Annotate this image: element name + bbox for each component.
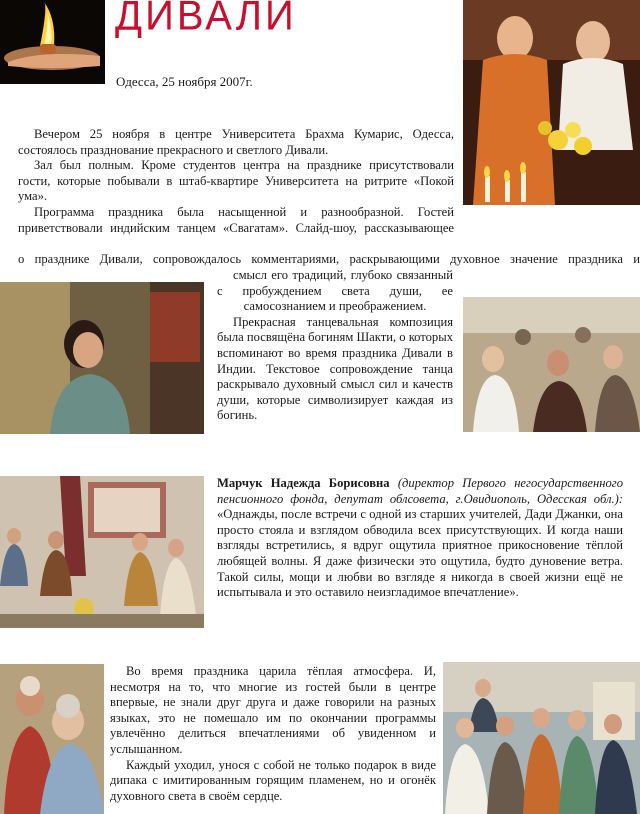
paragraph-program-line1: Программа праздника была насыщенной и разнообразной. Гостей — [34, 204, 454, 219]
paragraph-intro: Вечером 25 ноября в центре Университета Брахма Кумарис, Одесса, состоялось празднование прекрасного и светлого Дивали. — [18, 127, 454, 157]
photo-women-candles — [463, 0, 640, 205]
paragraph-program-line3: о празднике Дивали, сопровождалось комментариями, раскрывающими духовное значение праздника и — [18, 252, 640, 266]
paragraph-farewell: Каждый уходил, унося с собой не только подарок в виде дипака с имитированным горящим пламенем, но и огонёк духовного света в своём сердце. — [110, 757, 436, 803]
diya-lamp-image — [0, 0, 105, 84]
photo-group — [443, 662, 640, 814]
photo-dancers — [0, 476, 204, 628]
paragraph-program-line2: приветствовали индийским танцем «Свагатам». Слайд-шоу, рассказывающее — [18, 220, 454, 235]
dateline: Одесса, 25 ноября 2007г. — [116, 74, 253, 89]
quote-author-role: (директор Первого негосударственного пенсионного фонда, депутат облсовета, г.Овидиополь, Одесская обл.): — [217, 476, 623, 506]
paragraph-hall: Зал был полным. Кроме студентов центра на празднике присутствовали гости, которые побывали в штаб-квартире Университета на ритрите «Покой ума». — [18, 158, 454, 204]
photo-embrace — [0, 664, 104, 814]
paragraph-atmosphere: Во время праздника царила тёплая атмосфера. И, несмотря на то, что многие из гостей были в центре впервые, не знали друг друга и даже говорили на разных языках, это не помешало им по окончании программы увлечённо делиться впечатлениями об увиденном и услышанном. — [110, 664, 436, 756]
photo-audience — [463, 297, 640, 432]
quote-block — [217, 476, 623, 601]
paragraph-program-rest: смысл его традиций, глубоко связанный с пробуждением света души, ее самосознанием и преображением. — [217, 268, 453, 314]
quote-text: «Однажды, после встречи с одной из старших учителей, Дади Джанки, она просто стояла и взглядом обводила всех присутствующих. И когда наши взгляды встретились, я вдруг ощутила приятное прикосновение тёплой любящей волны. Я даже физически это ощутила, будто дуновение ветра. Такой силы, мощи и любви во взгляде я никогда в своей жизни ещё не испытывала и это оставило неизгладимое впечатление». — [217, 507, 623, 600]
paragraph-dance: Прекрасная танцевальная композиция была посвящёна богиням Шакти, о которых вспоминают во время праздника Дивали в Индии. Текстовое сопровождение танца раскрывало духовный смысл сил и качеств души, которые символизирует каждая из богинь. — [217, 314, 453, 423]
quote-author: Марчук Надежда Борисовна — [217, 476, 390, 490]
article-title: ДИВАЛИ — [115, 0, 297, 40]
photo-speaker — [0, 282, 204, 434]
